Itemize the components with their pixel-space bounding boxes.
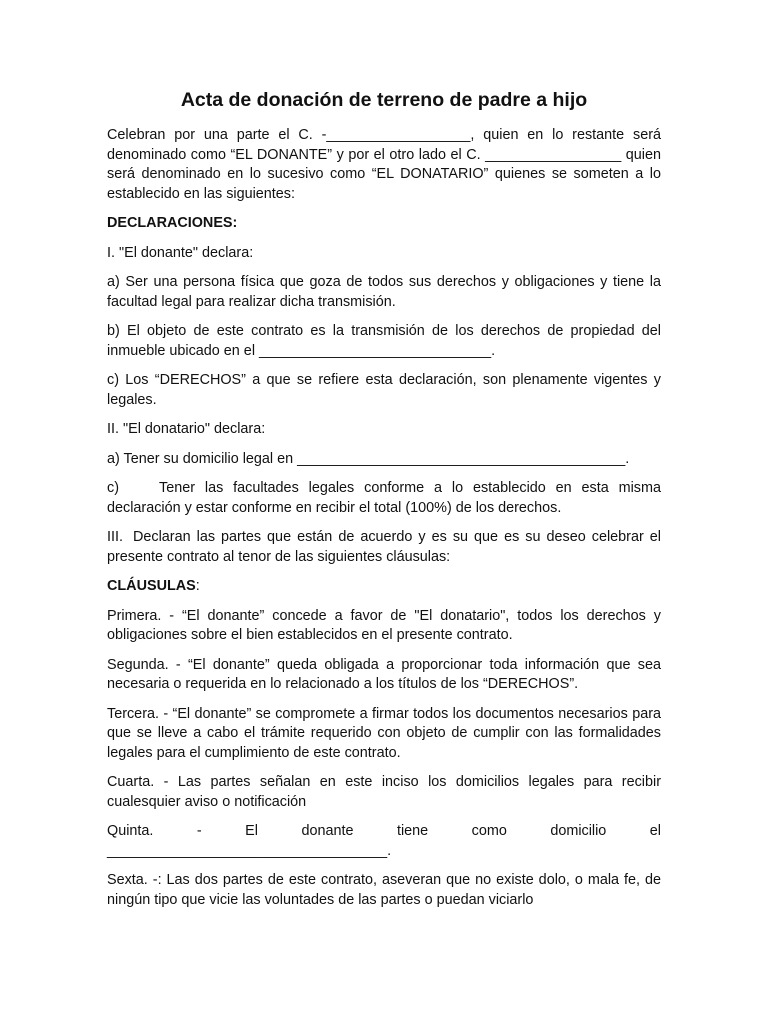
clausula-primera: Primera. - “El donante” concede a favor de "El donatario", todos los derechos y obligaciones sobre el bien establecidos en el presente contrato. xyxy=(107,607,661,643)
donante-clause-c: c) Los “DERECHOS” a que se refiere esta declaración, son plenamente vigentes y legales. xyxy=(107,372,661,408)
clausula-quinta-line1: Quinta. - El donante tiene como domicilio el xyxy=(107,823,661,839)
clausulas-heading-line xyxy=(107,577,661,597)
donatario-clause-c-text: Tener las facultades legales conforme a lo establecido en esta misma declaración y estar conforme en recibir el total (100%) de los derechos. xyxy=(107,480,661,516)
donante-clause-a: a) Ser una persona física que goza de todos sus derechos y obligaciones y tiene la facultad legal para realizar dicha transmisión. xyxy=(107,274,661,310)
partes-label: III. xyxy=(107,529,123,545)
partes-declaran xyxy=(107,528,661,567)
clausulas-colon: : xyxy=(195,578,200,594)
declaraciones-heading: DECLARACIONES: xyxy=(107,215,238,231)
partes-text: Declaran las partes que están de acuerdo y es su que es su deseo celebrar el presente contrato al tenor de las siguientes cláusulas: xyxy=(107,529,661,565)
donatario-clause-c xyxy=(107,479,661,518)
donatario-declara: II. "El donatario" declara: xyxy=(107,421,266,437)
intro-paragraph: Celebran por una parte el C. -__________________, quien en lo restante será denominado como “EL DONANTE” y por el otro lado el C. _________________ quien será denominado en lo sucesivo como “EL DONATARIO” quienes se someten a lo establecido en las siguientes: xyxy=(107,127,661,202)
clausulas-heading: CLÁUSULAS xyxy=(107,578,196,594)
donante-clause-b: b) El objeto de este contrato es la transmisión de los derechos de propiedad del inmueble ubicado en el _____________________________. xyxy=(107,323,661,359)
clausula-quinta-line2: ___________________________________. xyxy=(107,842,392,859)
clausula-segunda: Segunda. - “El donante” queda obligada a proporcionar toda información que sea necesaria o requerida en lo relacionado a los títulos de los “DERECHOS”. xyxy=(107,656,661,692)
document-title: Acta de donación de terreno de padre a hijo xyxy=(180,89,588,111)
donatario-clause-a: a) Tener su domicilio legal en _________________________________________. xyxy=(107,450,630,467)
donatario-clause-c-label: c) xyxy=(107,480,119,496)
donante-declara: I. "El donante" declara: xyxy=(107,244,254,261)
clausula-sexta: Sexta. -: Las dos partes de este contrato, aseveran que no existe dolo, o mala fe, de ningún tipo que vicie las voluntades de las partes o puedan viciarlo xyxy=(107,872,661,908)
clausula-tercera: Tercera. - “El donante” se compromete a firmar todos los documentos necesarios para que se lleve a cabo el trámite requerido con objeto de cumplir con las formalidades legales para el cumplimiento de este contrato. xyxy=(107,705,661,761)
clausula-cuarta: Cuarta. - Las partes señalan en este inciso los domicilios legales para recibir cualesquier aviso o notificación xyxy=(107,774,661,810)
